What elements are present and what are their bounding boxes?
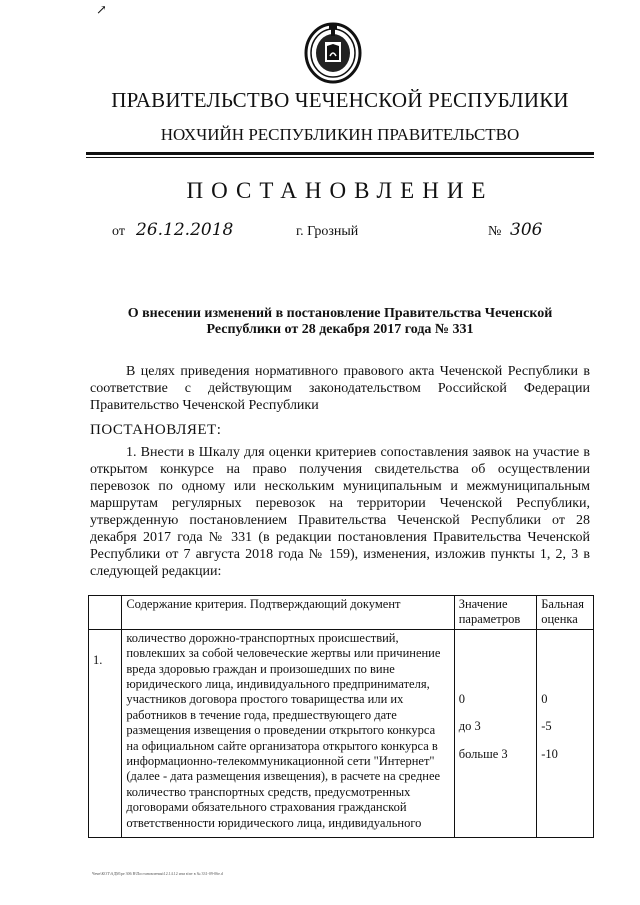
header-values: Значение параметров [454,596,536,630]
date-prefix: от [112,224,125,239]
corner-mark: ↗ [96,2,107,17]
header-score: Бальная оценка [537,596,594,630]
value-1: 0 [458,691,465,706]
intro-paragraph: В целях приведения нормативного правового акта Чеченской Республики в соответствие с действующим законодательством Российской Федерации Правительство Чеченской Республики [90,364,590,413]
header-num [89,596,122,630]
value-2: до 3 [458,719,481,734]
table-row [89,629,594,837]
city: г. Грозный [296,224,359,239]
row-num: 1. [89,629,122,837]
row-score [537,629,594,837]
table-header-row [89,596,594,630]
date-value: 26.12.2018 [136,220,234,240]
document-number: 306 [510,220,543,240]
government-subtitle: НОХЧИЙН РЕСПУБЛИКИН ПРАВИТЕЛЬСТВО [160,125,520,144]
row-values [454,629,536,837]
value-3: больше 3 [458,746,508,761]
document-subject: О внесении изменений в постановление Правительства Чеченской Республики от 28 декабря 2017 года № 331 [127,306,553,337]
score-1: 0 [541,691,548,706]
item-1-paragraph: 1. Внести в Шкалу для оценки критериев сопоставления заявок на участие в открытом конкурсе на право получения свидетельства об осуществлении перевозок по одному или нескольким муниципальным и межмуниципальным маршрутам регулярных перевозок на территории Чеченской Республики, утвержденную постановлением Правительства Чеченской Республики от 28 декабря 2017 года № 331 (в редакции постановления Правительства Чеченской Республики от 7 августа 2018 года № 159), изменения, изложив пункты 1, 2, 3 в следующей редакции: [90,445,590,579]
document-type: ПОСТАНОВЛЕНИЕ [186,178,494,203]
criteria-table [88,595,594,838]
header-rule-thin [86,157,594,158]
decision-word: ПОСТАНОВЛЯЕТ: [90,422,222,438]
footer-file-path: Чечн\КОТ\АДМ\ре 306 В\Постановления\12.14.12 изм в\пт в № 331-09-06е.d [92,871,223,876]
header-rule-thick [86,152,594,155]
row-content: количество дорожно-транспортных происшествий, повлекших за собой человеческие жертвы или причинение вреда здоровью граждан и произошедших по вине юридического лица, индивидуального предпринимателя, участников договора простого товарищества или их работников в течение года, предшествующего дате размещения извещения о проведении открытого конкурса на официальном сайте организатора открытого конкурса в информационно-телекоммуникационной сети "Интернет" (далее - дата размещения извещения), в расчете на среднее количество транспортных средств, предусмотренных договорами обязательного страхования гражданской ответственности юридического лица, индивидуального [122,629,454,837]
score-2: -5 [541,719,552,734]
government-title: ПРАВИТЕЛЬСТВО ЧЕЧЕНСКОЙ РЕСПУБЛИКИ [111,88,569,112]
coat-of-arms-emblem [303,22,363,84]
header-content: Содержание критерия. Подтверждающий документ [122,596,454,630]
score-3: -10 [541,746,558,761]
number-prefix: № [488,224,502,239]
